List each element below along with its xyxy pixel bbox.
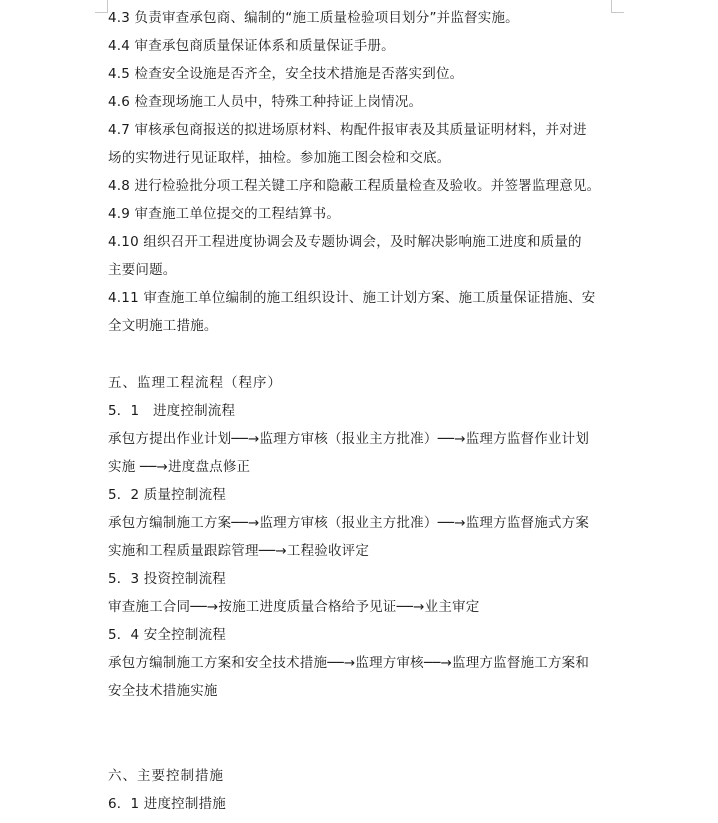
item-4-7: 4.7 审核承包商报送的拟进场原材料、构配件报审表及其质量证明材料，并对进 <box>108 122 587 138</box>
item-4-8: 4.8 进行检验批分项工程关键工序和隐蔽工程质量检查及验收。并签署监理意见。 <box>108 178 601 194</box>
subsection-5-3-heading: 5．3 投资控制流程 <box>108 571 226 587</box>
quality-flow-line-1: 承包方编制施工方案──→监理方审核（报业主方批准）──→监理方监督施式方案 <box>108 515 590 531</box>
safety-flow-line-2: 安全技术措施实施 <box>108 683 218 699</box>
subsection-5-4-heading: 5．4 安全控制流程 <box>108 627 226 643</box>
progress-flow-line-1: 承包方提出作业计划──→监理方审核（报业主方批准）──→监理方监督作业计划 <box>108 431 590 447</box>
item-4-7-cont: 场的实物进行见证取样，抽检。参加施工图会检和交底。 <box>108 150 451 166</box>
item-4-11: 4.11 审查施工单位编制的施工组织设计、施工计划方案、施工质量保证措施、安 <box>108 290 596 306</box>
investment-flow-line: 审查施工合同──→按施工进度质量合格给予见证──→业主审定 <box>108 599 480 615</box>
page-corner-mark-left <box>95 0 108 13</box>
item-4-6: 4.6 检查现场施工人员中，特殊工种持证上岗情况。 <box>108 94 423 110</box>
item-4-9: 4.9 审查施工单位提交的工程结算书。 <box>108 206 341 222</box>
progress-flow-line-2: 实施 ──→进度盘点修正 <box>108 459 251 475</box>
item-4-5: 4.5 检查安全设施是否齐全，安全技术措施是否落实到位。 <box>108 66 464 82</box>
section-6-heading: 六、主要控制措施 <box>108 768 224 784</box>
item-4-11-cont: 全文明施工措施。 <box>108 318 218 334</box>
item-4-4: 4.4 审查承包商质量保证体系和质量保证手册。 <box>108 38 395 54</box>
item-4-3: 4.3 负责审查承包商、编制的“施工质量检验项目划分”并监督实施。 <box>108 10 519 26</box>
quality-flow-line-2: 实施和工程质量跟踪管理──→工程验收评定 <box>108 543 370 559</box>
subsection-6-1-heading: 6．1 进度控制措施 <box>108 796 226 812</box>
safety-flow-line-1: 承包方编制施工方案和安全技术措施──→监理方审核──→监理方监督施工方案和 <box>108 655 590 671</box>
section-5-heading: 五、监理工程流程（程序） <box>108 375 282 391</box>
subsection-5-2-heading: 5．2 质量控制流程 <box>108 487 226 503</box>
page-corner-mark-right <box>611 0 624 13</box>
subsection-5-1-heading: 5．1 进度控制流程 <box>108 403 236 419</box>
item-4-10-cont: 主要问题。 <box>108 262 177 278</box>
item-4-10: 4.10 组织召开工程进度协调会及专题协调会，及时解决影响施工进度和质量的 <box>108 234 582 250</box>
